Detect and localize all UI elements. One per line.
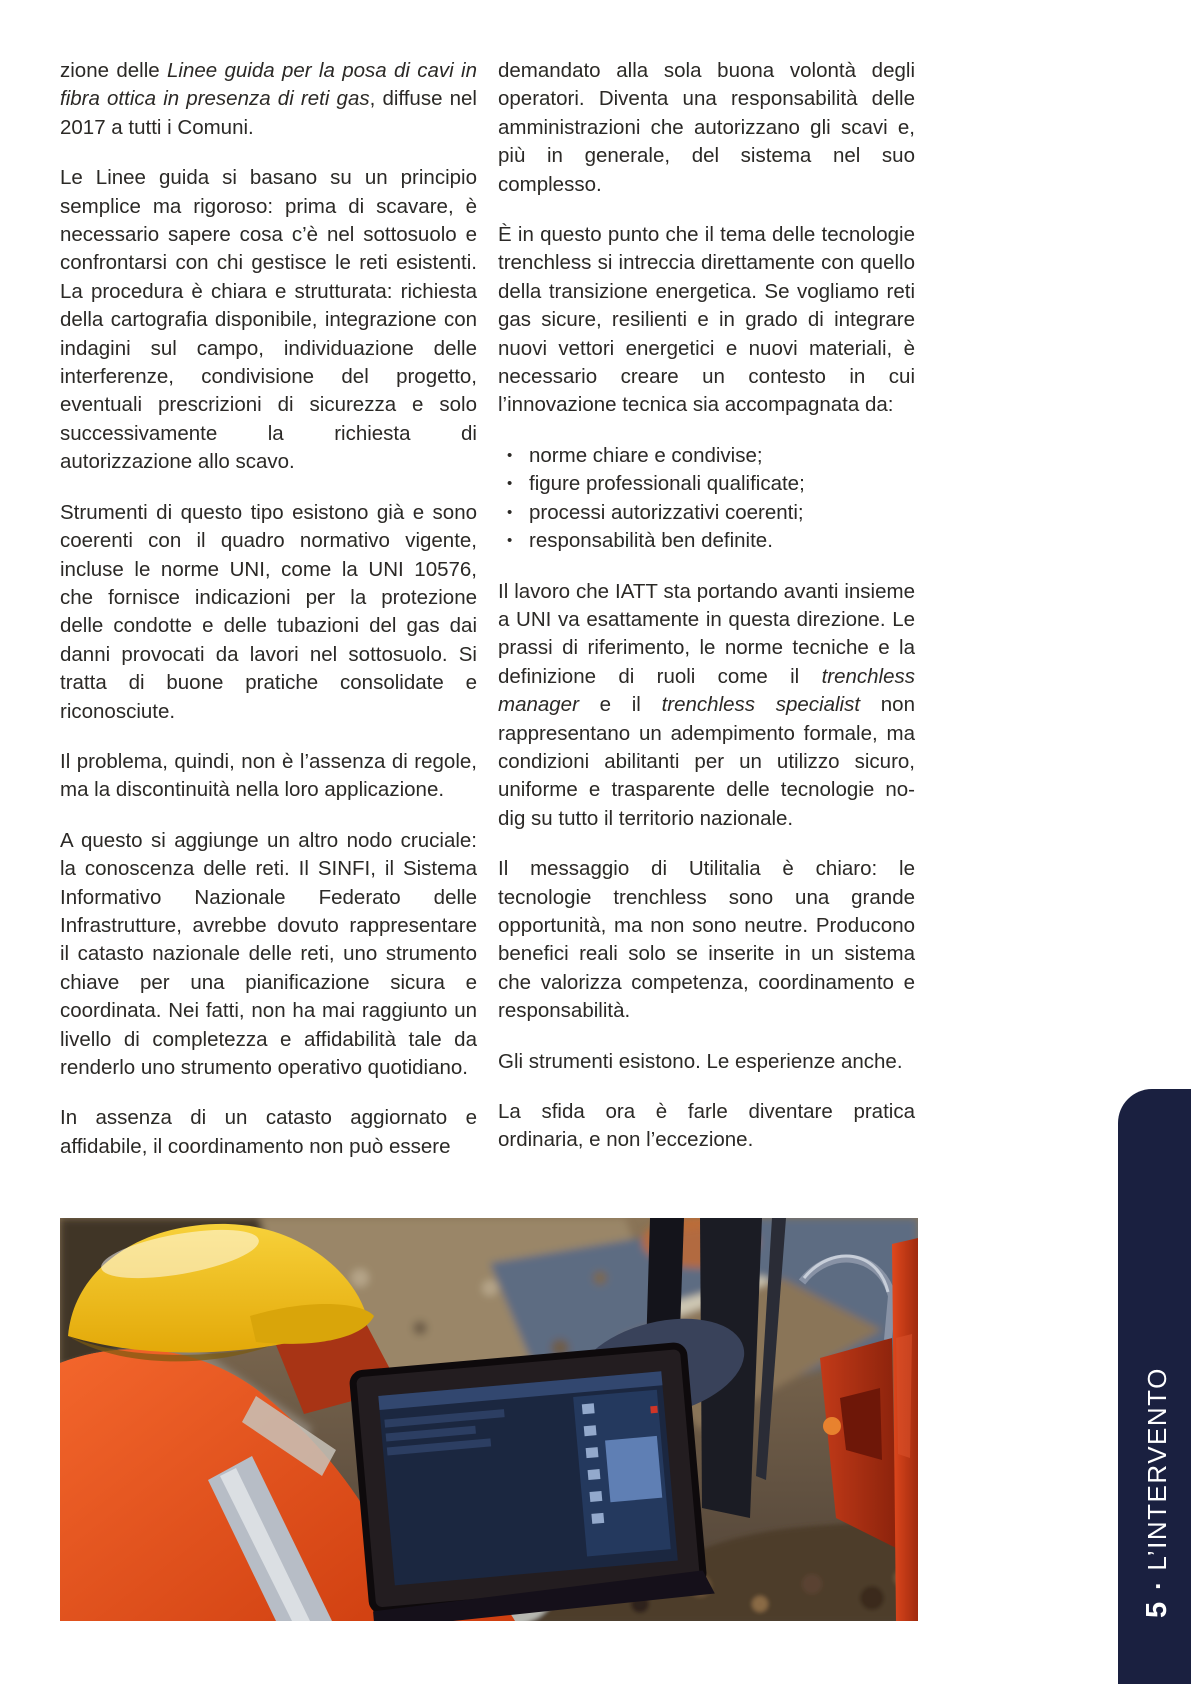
bullet-icon: • [507,475,513,493]
paragraph: Il messaggio di Utilitalia è chiaro: le tecnologie trenchless sono una grande opportunità, ma non sono neutre. Producono benefici reali solo se inserite in un sistema che valorizza competenza, coordinamento e responsabilità. [498,857,915,1023]
section-tab-label [1136,1166,1179,1618]
bullet-item [498,442,915,470]
section-name: L’INTERVENTO [1142,1367,1172,1571]
page-number: 5 [1141,1601,1173,1618]
paragraph: A questo si aggiunge un altro nodo cruciale: la conoscenza delle reti. Il SINFI, il Sistema Informativo Nazionale Federato delle Infrastrutture, avrebbe dovuto rappresentare il catasto nazionale delle reti, uno strumento chiave per una pianificazione sicura e coordinata. Nei fatti, non ha mai raggiunto un livello di completezza e affidabilità tale da renderlo uno strumento operativo quotidiano. [60,828,477,1079]
paragraph: La sfida ora è farle diventare pratica ordinaria, e non l’eccezione. [498,1100,915,1152]
text-column-right [498,57,915,1161]
paragraph: Strumenti di questo tipo esistono già e sono coerenti con il quadro normativo vigente, incluse le norme UNI, come la UNI 10576, che fornisce indicazioni per la protezione delle condotte e delle tubazioni del gas dai danni provocati da lavori nel sottosuolo. Si tratta di buone pratiche consolidate e riconosciute. [60,500,477,723]
bullet-text: norme chiare e condivise; [529,443,763,467]
bullet-icon: • [507,532,513,550]
bullet-icon: • [507,446,513,464]
paragraph: Il lavoro che IATT sta portando avanti insieme a UNI va esattamente in questa direzione. Le prassi di riferimento, le norme tecniche e la definizione di ruoli come il trenchless manager e il trenchless specialist non rappresentano un adempimento formale, ma condizioni abilitanti per un utilizzo sicuro, uniforme e trasparente delle tecnologie no-dig su tutto il territorio nazionale. [498,579,915,830]
bullet-list [498,442,915,556]
paragraph: Il problema, quindi, non è l’assenza di regole, ma la discontinuità nella loro applicazione. [60,749,477,802]
bullet-text: figure professionali qualificate; [529,472,805,496]
section-tab [1118,1089,1191,1684]
bullet-item [498,527,915,555]
paragraph: Le Linee guida si basano su un principio semplice ma rigoroso: prima di scavare, è necessario sapere cosa c’è nel sottosuolo e confrontarsi con chi gestisce le reti esistenti. La procedura è chiara e strutturata: richiesta della cartografia disponibile, integrazione con indagini sul campo, individuazione delle interferenze, condivisione del progetto, eventuali prescrizioni di sicurezza e solo successivamente la richiesta di autorizzazione allo scavo. [60,166,477,474]
construction-photo-illustration [60,1218,918,1621]
paragraph: zione delle Linee guida per la posa di cavi in fibra ottica in presenza di reti gas, diffuse nel 2017 a tutti i Comuni. [60,59,477,139]
bullet-icon: • [507,503,513,521]
article-body [60,57,915,1161]
bullet-item [498,470,915,498]
bullet-text: responsabilità ben definite. [529,529,773,553]
paragraph: demandato alla sola buona volontà degli operatori. Diventa una responsabilità delle amministrazioni che autorizzano gli scavi e, più in generale, del sistema nel suo complesso. [498,59,915,196]
paragraph: In assenza di un catasto aggiornato e affidabile, il coordinamento non può essere [60,1106,477,1158]
text-column-left [60,57,477,1161]
paragraph: Gli strumenti esistono. Le esperienze anche. [498,1049,903,1073]
bullet-item [498,499,915,527]
paragraph: È in questo punto che il tema delle tecnologie trenchless si intreccia direttamente con quello della transizione energetica. Se vogliamo reti gas sicure, resilienti e in grado di integrare nuovi vettori energetici e nuovi materiali, è necessario creare un contesto in cui l’innovazione tecnica sia accompagnata da: [498,223,915,417]
photo-construction-site [60,1218,918,1621]
separator-dot-icon: . [1136,1582,1166,1590]
bullet-text: processi autorizzativi coerenti; [529,500,804,524]
